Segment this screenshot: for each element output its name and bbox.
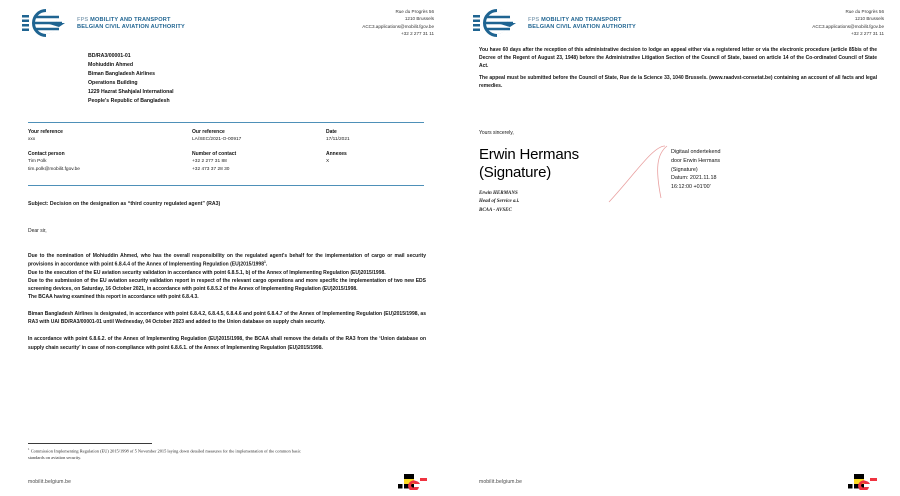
footnote-number: 1 <box>28 446 30 451</box>
signature-name-line-1: Erwin Hermans <box>479 146 579 163</box>
reference-column-right <box>326 128 424 179</box>
letterhead-contact <box>362 8 434 38</box>
number-of-contact-field <box>192 150 326 174</box>
brand-line-1 <box>77 17 185 24</box>
brand-lockup <box>20 8 185 38</box>
contact-street: Rue du Progrès 56 <box>845 9 884 14</box>
sig-meta-line: Digitaal ondertekend <box>671 149 721 155</box>
contact-person-field <box>28 150 192 174</box>
body-paragraph-4: The BCAA having examined this report in accordance with point 6.8.4.3. <box>28 294 199 301</box>
body-paragraph-5: Biman Bangladesh Airlines is designated, in accordance with point 6.8.4.2, 6.8.4.5, 6.8.4.6 and point 6.8.4.7 of the Annex of Implementing Regulation (EU)2015/1998, as RA3 with UAI BD/RA3/00001-01 until Wednesday, 04 October 2023 and added to the Union database on supply chain security. <box>28 311 426 326</box>
closing-salutation: Yours sincerely, <box>479 130 514 136</box>
contact-phone: +32 2 277 31 11 <box>401 31 434 37</box>
dot-be-logo-icon <box>398 473 430 490</box>
footnote-marker-1: 1 <box>263 260 266 265</box>
contact-email: ACC3.applications@mobilit.fgov.be <box>362 23 434 29</box>
our-reference-label: Our reference <box>192 129 225 135</box>
body-p1-text: Due to the nomination of Mohiuddin Ahmed, who has the overall responsibility on the regulated agent's behalf for the implementation of cargo or mail security provisions in accordance with point 6.8.4.4 of the Annex of Implementing Regulation (EU)2015/1998 <box>28 253 426 268</box>
signature-name-line-2: (Signature) <box>479 163 552 181</box>
contact-email: ACC3.applications@mobilit.fgov.be <box>812 23 884 29</box>
footnote-text <box>28 447 318 462</box>
reference-table-bottom-rule <box>28 185 424 186</box>
contact-street: Rue du Progrès 56 <box>395 9 434 14</box>
appeal-notice <box>479 46 877 90</box>
salutation: Dear sir, <box>28 228 47 234</box>
contact-person-name: Tim Polk <box>28 158 47 164</box>
date-field <box>326 128 424 144</box>
brand-line-1 <box>528 17 636 24</box>
addressee-line: Operations Building <box>88 79 138 86</box>
bcaa-roundel-logo-icon <box>20 8 72 38</box>
annexes-field <box>326 150 424 166</box>
letterhead-page2 <box>471 8 884 38</box>
contact-person-email: tim.polk@mobilit.fgov.be <box>28 166 80 172</box>
appeal-paragraph-1: You have 60 days after the reception of this administrative decision to lodge an appeal either via a registered letter or via the electronic procedure (article 85bis of the Decree of the Regent of August 23, 1948) before the Administrative Litigation Section of the Council of State, based on article 14 of the Co-ordinated Council of State Act. <box>479 47 877 70</box>
brand-text <box>77 16 185 31</box>
brand-lockup-page2 <box>471 8 636 38</box>
addressee-line: 1229 Hazrat Shahjalal International <box>88 88 174 95</box>
signer-title: Head of Service a.i. <box>479 199 520 205</box>
reference-table-grid <box>28 123 424 181</box>
bcaa-roundel-logo-icon <box>471 8 523 38</box>
addressee-block <box>88 52 174 106</box>
brand-line-2: BELGIAN CIVIL AVIATION AUTHORITY <box>77 23 185 30</box>
brand-fps-prefix: FPS <box>77 16 89 23</box>
contact-city: 1210 Brussels <box>854 16 884 22</box>
our-reference-value: LA/SEC/2021-O-00917 <box>192 137 242 142</box>
footnote-body: Commission Implementing Regulation (EU) 2015/1998 of 5 November 2015 laying down detailed measures for the implementation of the common basic standards on aviation security. <box>28 447 301 460</box>
sig-meta-line: (Signature) <box>671 166 698 173</box>
body-paragraph-3: Due to the submission of the EU aviation security validation report in respect of the relevant cargo operations and more specific the implementation of two new EDS screening devices, on Saturday, 16 October 2021, in accordance with point 6.8.5.2 of the Annex of Implementing Regulation (EU)2015/1998. <box>28 277 426 293</box>
signer-department: BCAA - AVSEC <box>479 207 512 213</box>
signature-rendered-name <box>479 146 579 181</box>
body-paragraph-6: In accordance with point 6.8.6.2. of the Annex of Implementing Regulation (EU)2015/1998, the BCAA shall remove the details of the RA3 from the ‘Union database on supply chain security’ in case of non-compliance with point 6.8.6.1. of the Annex of Implementing Regulation (EU)2015/1998. <box>28 336 426 351</box>
date-value: 17/11/2021 <box>326 137 350 142</box>
signature-metadata <box>671 148 801 192</box>
sig-meta-line: 16:12:00 +01'00' <box>671 184 711 190</box>
signer-name: Erwin HERMANS <box>479 191 518 196</box>
brand-line-2: BELGIAN CIVIL AVIATION AUTHORITY <box>528 23 636 30</box>
reference-table <box>28 122 424 186</box>
our-reference-field <box>192 128 326 144</box>
document-page-2 <box>450 0 900 496</box>
subject-line: Subject: Decision on the designation as “third country regulated agent” (RA3) <box>28 201 221 207</box>
body-paragraph-1 <box>28 252 426 269</box>
number-of-contact-label: Number of contact <box>192 150 237 157</box>
signer-details <box>479 190 519 215</box>
contact-person-label: Contact person <box>28 150 65 157</box>
your-reference-value: xxx <box>28 137 36 142</box>
body-paragraph-2: Due to the execution of the EU aviation security validation in accordance with point 6.8.5.1, b) of the Annex of Implementing Regulation (EU)2015/1998. <box>28 269 386 276</box>
page-1-footer <box>28 473 430 490</box>
brand-text-page2 <box>528 16 636 31</box>
date-label: Date <box>326 129 337 135</box>
brand-org-1: MOBILITY AND TRANSPORT <box>90 16 171 23</box>
footer-url: mobilit.belgium.be <box>28 478 71 485</box>
addressee-line: People's Republic of Bangladesh <box>88 97 170 104</box>
footnote-separator <box>28 443 152 444</box>
number-of-contact-1: +32 2 277 31 88 <box>192 158 227 164</box>
reference-column-left <box>28 128 192 179</box>
footer-url: mobilit.belgium.be <box>479 478 522 485</box>
letter-body <box>28 252 426 361</box>
letterhead-contact-page2 <box>812 8 884 38</box>
dot-be-logo <box>398 473 430 490</box>
reference-column-middle <box>192 128 326 179</box>
digital-signature-area <box>475 146 805 206</box>
addressee-line: Mohiuddin Ahmed <box>88 61 134 68</box>
page-2-footer <box>479 473 880 490</box>
dot-be-logo-icon <box>848 473 880 490</box>
addressee-line: Biman Bangladesh Airlines <box>88 70 155 77</box>
annexes-value: X <box>326 158 330 164</box>
annexes-label: Annexes <box>326 150 347 157</box>
dot-be-logo <box>848 473 880 490</box>
your-reference-field <box>28 128 192 144</box>
contact-city: 1210 Brussels <box>404 16 434 22</box>
number-of-contact-2: +32 473 37 28 30 <box>192 166 230 172</box>
footnote <box>28 443 318 461</box>
sig-meta-line: Datum: 2021.11.18 <box>671 175 717 182</box>
your-reference-label: Your reference <box>28 129 63 135</box>
sig-meta-line: door Erwin Hermans <box>671 157 721 164</box>
contact-phone: +32 2 277 31 11 <box>851 31 884 37</box>
letterhead <box>20 8 434 38</box>
brand-org-1: MOBILITY AND TRANSPORT <box>541 16 622 23</box>
appeal-paragraph-2: The appeal must be submitted before the Council of State, Rue de la Science 33, 1040 Brussels. (www.raadvst-consetat.be) containing an account of all facts and legal remedies. <box>479 75 877 90</box>
addressee-line: BD/RA3/00001-01 <box>88 53 131 59</box>
brand-fps-prefix: FPS <box>528 16 540 23</box>
body-p1-period: . <box>265 261 268 268</box>
